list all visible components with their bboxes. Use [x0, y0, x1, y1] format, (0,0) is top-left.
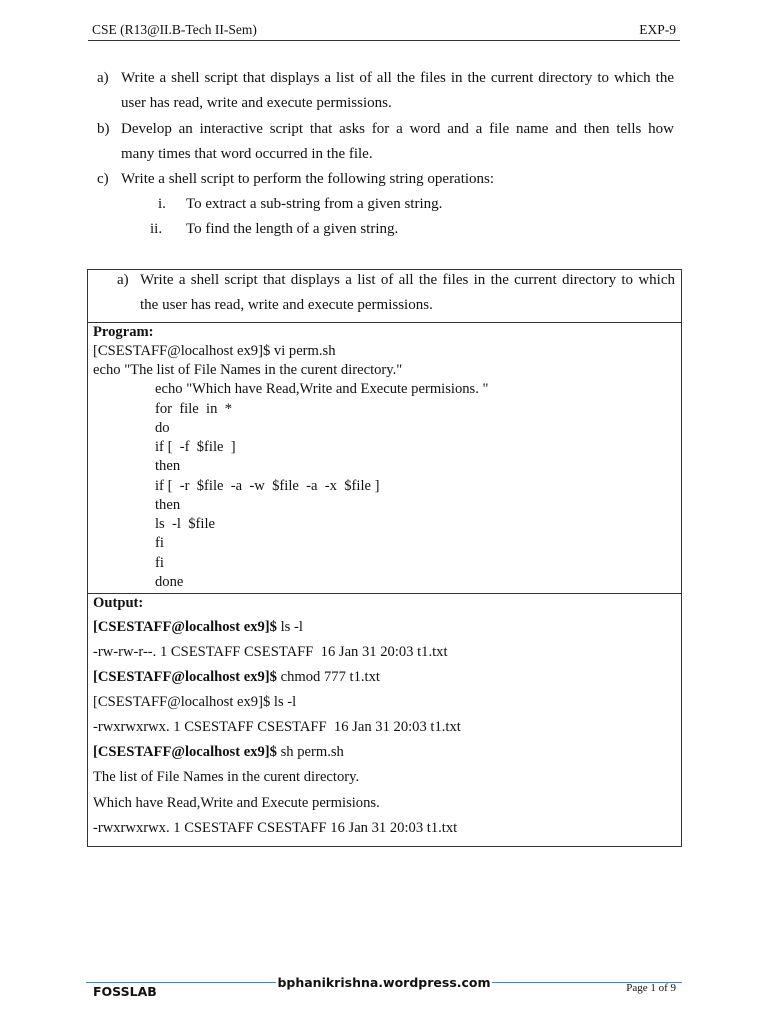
output-line — [93, 644, 448, 661]
output-line — [93, 795, 380, 812]
code-line: echo "Which have Read,Write and Execute permisions. " — [155, 381, 489, 397]
program-label: Program: — [93, 324, 154, 340]
code-line: if [ -f $file ] — [155, 439, 236, 455]
output-prompt: [CSESTAFF@localhost ex9]$ — [93, 619, 277, 635]
subitem-i-text: To extract a sub-string from a given string. — [186, 196, 443, 212]
output-line — [93, 619, 303, 636]
code-line: then — [155, 458, 181, 474]
question-b-line1: Develop an interactive script that asks for a word and a file name and then tells how — [121, 121, 674, 137]
output-label: Output: — [93, 595, 144, 611]
output-text: ls -l — [276, 619, 303, 635]
box-question-line2: the user has read, write and execute permissions. — [140, 297, 433, 313]
code-line: fi — [155, 535, 164, 551]
code-line: [CSESTAFF@localhost ex9]$ vi perm.sh — [93, 343, 336, 359]
question-a-line1: Write a shell script that displays a list of all the files in the current directory to which the — [121, 70, 674, 86]
question-b-line2: many times that word occurred in the file. — [121, 146, 373, 162]
question-c-line1: Write a shell script to perform the following string operations: — [121, 171, 495, 187]
header-course: CSE (R13@II.B-Tech II-Sem) — [92, 22, 257, 37]
code-line: ls -l $file — [155, 516, 215, 532]
output-line — [93, 744, 344, 761]
output-prompt: [CSESTAFF@localhost ex9]$ — [93, 669, 277, 685]
box-question-line1: Write a shell script that displays a list of all the files in the current directory to which — [140, 272, 675, 288]
footer-page-number: Page 1 of 9 — [626, 982, 676, 994]
output-text: chmod 777 t1.txt — [276, 669, 380, 685]
code-line: fi — [155, 555, 164, 571]
code-line: echo "The list of File Names in the curent directory." — [93, 362, 403, 378]
code-line: then — [155, 497, 181, 513]
output-line — [93, 669, 380, 686]
output-line — [93, 769, 359, 786]
output-text: [CSESTAFF@localhost ex9]$ ls -l — [93, 694, 297, 710]
output-prompt: [CSESTAFF@localhost ex9]$ — [93, 744, 277, 760]
question-a-marker: a) — [97, 70, 109, 86]
output-line — [93, 820, 457, 837]
box-divider-output — [87, 593, 682, 594]
output-text: The list of File Names in the curent directory. — [93, 769, 360, 785]
output-line — [93, 719, 461, 736]
box-divider-title — [87, 322, 682, 323]
output-text: -rw-rw-r--. 1 CSESTAFF CSESTAFF 16 Jan 31 20:03 t1.txt — [93, 644, 448, 660]
question-c-marker: c) — [97, 171, 109, 187]
question-b-marker: b) — [97, 121, 110, 137]
header-experiment: EXP-9 — [639, 22, 676, 37]
subitem-ii-marker: ii. — [150, 221, 163, 237]
code-line: if [ -r $file -a -w $file -a -x $file ] — [155, 478, 380, 494]
output-line — [93, 694, 296, 711]
output-text: sh perm.sh — [276, 744, 344, 760]
code-line: do — [155, 420, 170, 436]
output-text: -rwxrwxrwx. 1 CSESTAFF CSESTAFF 16 Jan 31 20:03 t1.txt — [93, 820, 458, 836]
code-line: done — [155, 574, 184, 590]
box-question-marker: a) — [117, 272, 129, 288]
output-text: Which have Read,Write and Execute permisions. — [93, 795, 380, 811]
code-line: for file in * — [155, 401, 233, 417]
subitem-i-marker: i. — [158, 196, 166, 212]
footer-lab-name: FOSSLAB — [93, 984, 157, 999]
output-text: -rwxrwxrwx. 1 CSESTAFF CSESTAFF 16 Jan 31 20:03 t1.txt — [93, 719, 461, 735]
subitem-ii-text: To find the length of a given string. — [186, 221, 399, 237]
header-rule — [88, 40, 680, 41]
question-a-line2: user has read, write and execute permissions. — [121, 95, 392, 111]
footer-url: bphanikrishna.wordpress.com — [277, 975, 491, 990]
